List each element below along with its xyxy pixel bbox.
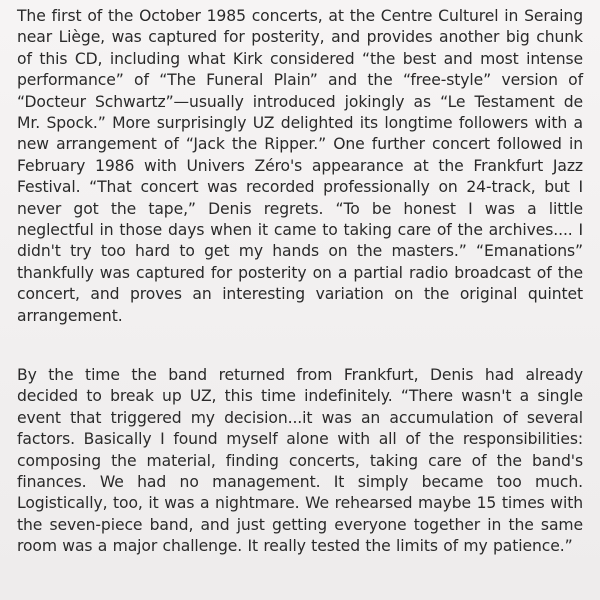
paragraph-frankfurt-concerts: The first of the October 1985 concerts, at the Centre Culturel in Seraing near Liège, was captured for posterity, and provides another big chunk of this CD, including what Kirk considered “the best and most intense performance” of “The Funeral Plain” and the “free-style” version of “Docteur Schwartz”—usually introduced jokingly as “Le Testament de Mr. Spock.” More surprisingly UZ delighted its longtime followers with a new arrangement of “Jack the Ripper.” One further concert followed in February 1986 with Univers Zéro's appearance at the Frankfurt Jazz Festival. “That concert was recorded professionally on 24-track, but I never got the tape,” Denis regrets. “To be honest I was a little neglectful in those days when it came to taking care of the archives.... I didn't try too hard to get my hands on the masters.” “Emanations” thankfully was captured for posterity on a partial radio broadcast of the concert, and proves an interesting variation on the original quintet arrangement. [17, 7, 583, 325]
paragraph-band-breakup: By the time the band returned from Frankfurt, Denis had already decided to break up UZ, this time indefinitely. “There wasn't a single event that triggered my decision...it was an accumulation of several factors. Basically I found myself alone with all of the responsibilities: composing the material, finding concerts, taking care of the band's finances. We had no management. It simply became too much. Logistically, too, it was a nightmare. We rehearsed maybe 15 times with the seven-piece band, and just getting everyone together in the same room was a major challenge. It really tested the limits of my patience.” [17, 366, 583, 556]
